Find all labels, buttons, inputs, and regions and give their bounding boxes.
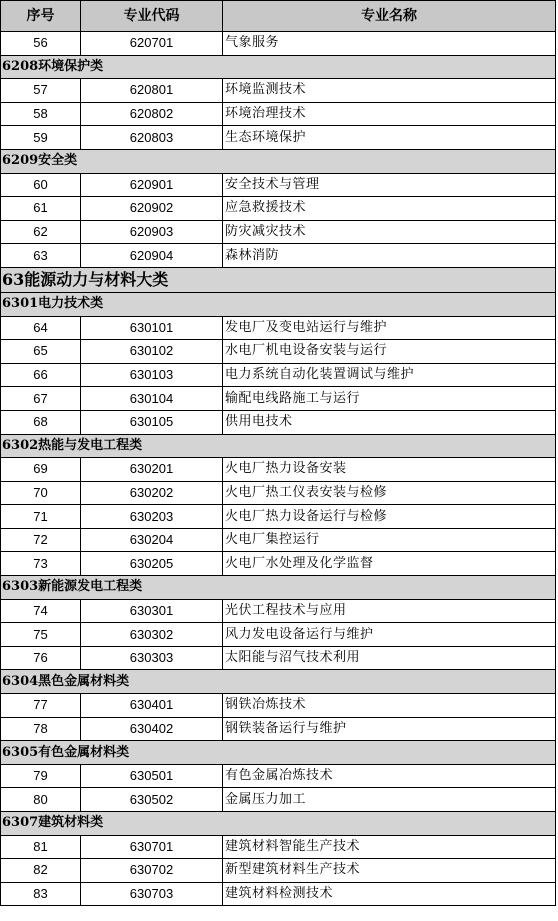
code-cell: 620904 xyxy=(81,244,223,268)
code-cell: 620802 xyxy=(81,102,223,126)
name-cell: 发电厂及变电站运行与维护 xyxy=(223,316,556,340)
code-cell: 630205 xyxy=(81,552,223,576)
name-cell: 森林消防 xyxy=(223,244,556,268)
name-cell: 火电厂集控运行 xyxy=(223,528,556,552)
table-row xyxy=(1,788,556,812)
code-cell: 630204 xyxy=(81,528,223,552)
category-label: 6303新能源发电工程类 xyxy=(1,576,556,600)
name-cell: 建筑材料智能生产技术 xyxy=(223,835,556,859)
name-cell: 安全技术与管理 xyxy=(223,173,556,197)
seq-cell: 59 xyxy=(1,126,81,150)
table-row xyxy=(1,387,556,411)
seq-cell: 62 xyxy=(1,220,81,244)
table-row xyxy=(1,835,556,859)
code-cell: 630303 xyxy=(81,646,223,670)
name-cell: 电力系统自动化装置调试与维护 xyxy=(223,363,556,387)
seq-cell: 64 xyxy=(1,316,81,340)
name-cell: 供用电技术 xyxy=(223,410,556,434)
table-header xyxy=(1,1,556,32)
code-cell: 620801 xyxy=(81,79,223,103)
category-row xyxy=(1,55,556,79)
category-row xyxy=(1,292,556,316)
seq-cell: 57 xyxy=(1,79,81,103)
seq-cell: 69 xyxy=(1,458,81,482)
seq-cell: 75 xyxy=(1,623,81,647)
name-cell: 环境治理技术 xyxy=(223,102,556,126)
major-category-row xyxy=(1,267,556,292)
name-cell: 防灾减灾技术 xyxy=(223,220,556,244)
category-row xyxy=(1,576,556,600)
header-code: 专业代码 xyxy=(81,1,223,32)
table-row xyxy=(1,528,556,552)
category-row xyxy=(1,149,556,173)
code-cell: 630103 xyxy=(81,363,223,387)
seq-cell: 71 xyxy=(1,505,81,529)
category-label: 6302热能与发电工程类 xyxy=(1,434,556,458)
seq-cell: 66 xyxy=(1,363,81,387)
seq-cell: 74 xyxy=(1,599,81,623)
code-cell: 630501 xyxy=(81,764,223,788)
table-row xyxy=(1,694,556,718)
seq-cell: 81 xyxy=(1,835,81,859)
table-row xyxy=(1,481,556,505)
table-row xyxy=(1,410,556,434)
seq-cell: 80 xyxy=(1,788,81,812)
name-cell: 火电厂水处理及化学监督 xyxy=(223,552,556,576)
code-cell: 630702 xyxy=(81,859,223,883)
category-row xyxy=(1,812,556,836)
seq-cell: 67 xyxy=(1,387,81,411)
seq-cell: 82 xyxy=(1,859,81,883)
seq-cell: 77 xyxy=(1,694,81,718)
name-cell: 火电厂热力设备安装 xyxy=(223,458,556,482)
table-body xyxy=(1,32,556,906)
code-cell: 630302 xyxy=(81,623,223,647)
table-row xyxy=(1,882,556,906)
code-cell: 630701 xyxy=(81,835,223,859)
table-row xyxy=(1,244,556,268)
major-category-label: 63能源动力与材料大类 xyxy=(1,267,556,292)
category-row xyxy=(1,741,556,765)
name-cell: 气象服务 xyxy=(223,32,556,56)
category-row xyxy=(1,670,556,694)
seq-cell: 68 xyxy=(1,410,81,434)
seq-cell: 70 xyxy=(1,481,81,505)
category-label: 6307建筑材料类 xyxy=(1,812,556,836)
seq-cell: 72 xyxy=(1,528,81,552)
code-cell: 620903 xyxy=(81,220,223,244)
table-row xyxy=(1,552,556,576)
category-label: 6304黑色金属材料类 xyxy=(1,670,556,694)
table-row xyxy=(1,340,556,364)
name-cell: 水电厂机电设备安装与运行 xyxy=(223,340,556,364)
name-cell: 新型建筑材料生产技术 xyxy=(223,859,556,883)
table-row xyxy=(1,220,556,244)
code-cell: 620901 xyxy=(81,173,223,197)
name-cell: 有色金属冶炼技术 xyxy=(223,764,556,788)
code-cell: 630203 xyxy=(81,505,223,529)
name-cell: 金属压力加工 xyxy=(223,788,556,812)
table-row xyxy=(1,458,556,482)
name-cell: 生态环境保护 xyxy=(223,126,556,150)
code-cell: 630201 xyxy=(81,458,223,482)
seq-cell: 58 xyxy=(1,102,81,126)
category-label: 6209安全类 xyxy=(1,149,556,173)
code-cell: 630202 xyxy=(81,481,223,505)
code-cell: 630105 xyxy=(81,410,223,434)
code-cell: 620803 xyxy=(81,126,223,150)
seq-cell: 65 xyxy=(1,340,81,364)
table-row xyxy=(1,126,556,150)
table-row xyxy=(1,102,556,126)
category-label: 6301电力技术类 xyxy=(1,292,556,316)
name-cell: 火电厂热力设备运行与检修 xyxy=(223,505,556,529)
table-row xyxy=(1,623,556,647)
name-cell: 环境监测技术 xyxy=(223,79,556,103)
category-label: 6208环境保护类 xyxy=(1,55,556,79)
header-seq: 序号 xyxy=(1,1,81,32)
header-row xyxy=(1,1,556,32)
code-cell: 620701 xyxy=(81,32,223,56)
name-cell: 应急救援技术 xyxy=(223,197,556,221)
table-row xyxy=(1,316,556,340)
code-cell: 630502 xyxy=(81,788,223,812)
code-cell: 630402 xyxy=(81,717,223,741)
table-row xyxy=(1,363,556,387)
name-cell: 建筑材料检测技术 xyxy=(223,882,556,906)
table-row xyxy=(1,32,556,56)
code-cell: 620902 xyxy=(81,197,223,221)
name-cell: 太阳能与沼气技术利用 xyxy=(223,646,556,670)
code-cell: 630401 xyxy=(81,694,223,718)
header-name: 专业名称 xyxy=(223,1,556,32)
seq-cell: 79 xyxy=(1,764,81,788)
name-cell: 火电厂热工仪表安装与检修 xyxy=(223,481,556,505)
seq-cell: 76 xyxy=(1,646,81,670)
category-row xyxy=(1,434,556,458)
table-row xyxy=(1,505,556,529)
code-cell: 630102 xyxy=(81,340,223,364)
seq-cell: 60 xyxy=(1,173,81,197)
table-row xyxy=(1,764,556,788)
table-row xyxy=(1,79,556,103)
code-cell: 630703 xyxy=(81,882,223,906)
name-cell: 钢铁冶炼技术 xyxy=(223,694,556,718)
table-row xyxy=(1,717,556,741)
name-cell: 风力发电设备运行与维护 xyxy=(223,623,556,647)
table-row xyxy=(1,197,556,221)
seq-cell: 78 xyxy=(1,717,81,741)
code-cell: 630301 xyxy=(81,599,223,623)
category-label: 6305有色金属材料类 xyxy=(1,741,556,765)
code-cell: 630101 xyxy=(81,316,223,340)
table-row xyxy=(1,173,556,197)
name-cell: 输配电线路施工与运行 xyxy=(223,387,556,411)
table-row xyxy=(1,646,556,670)
seq-cell: 83 xyxy=(1,882,81,906)
name-cell: 光伏工程技术与应用 xyxy=(223,599,556,623)
seq-cell: 63 xyxy=(1,244,81,268)
table-row xyxy=(1,859,556,883)
name-cell: 钢铁装备运行与维护 xyxy=(223,717,556,741)
code-cell: 630104 xyxy=(81,387,223,411)
seq-cell: 73 xyxy=(1,552,81,576)
seq-cell: 61 xyxy=(1,197,81,221)
table-row xyxy=(1,599,556,623)
seq-cell: 56 xyxy=(1,32,81,56)
